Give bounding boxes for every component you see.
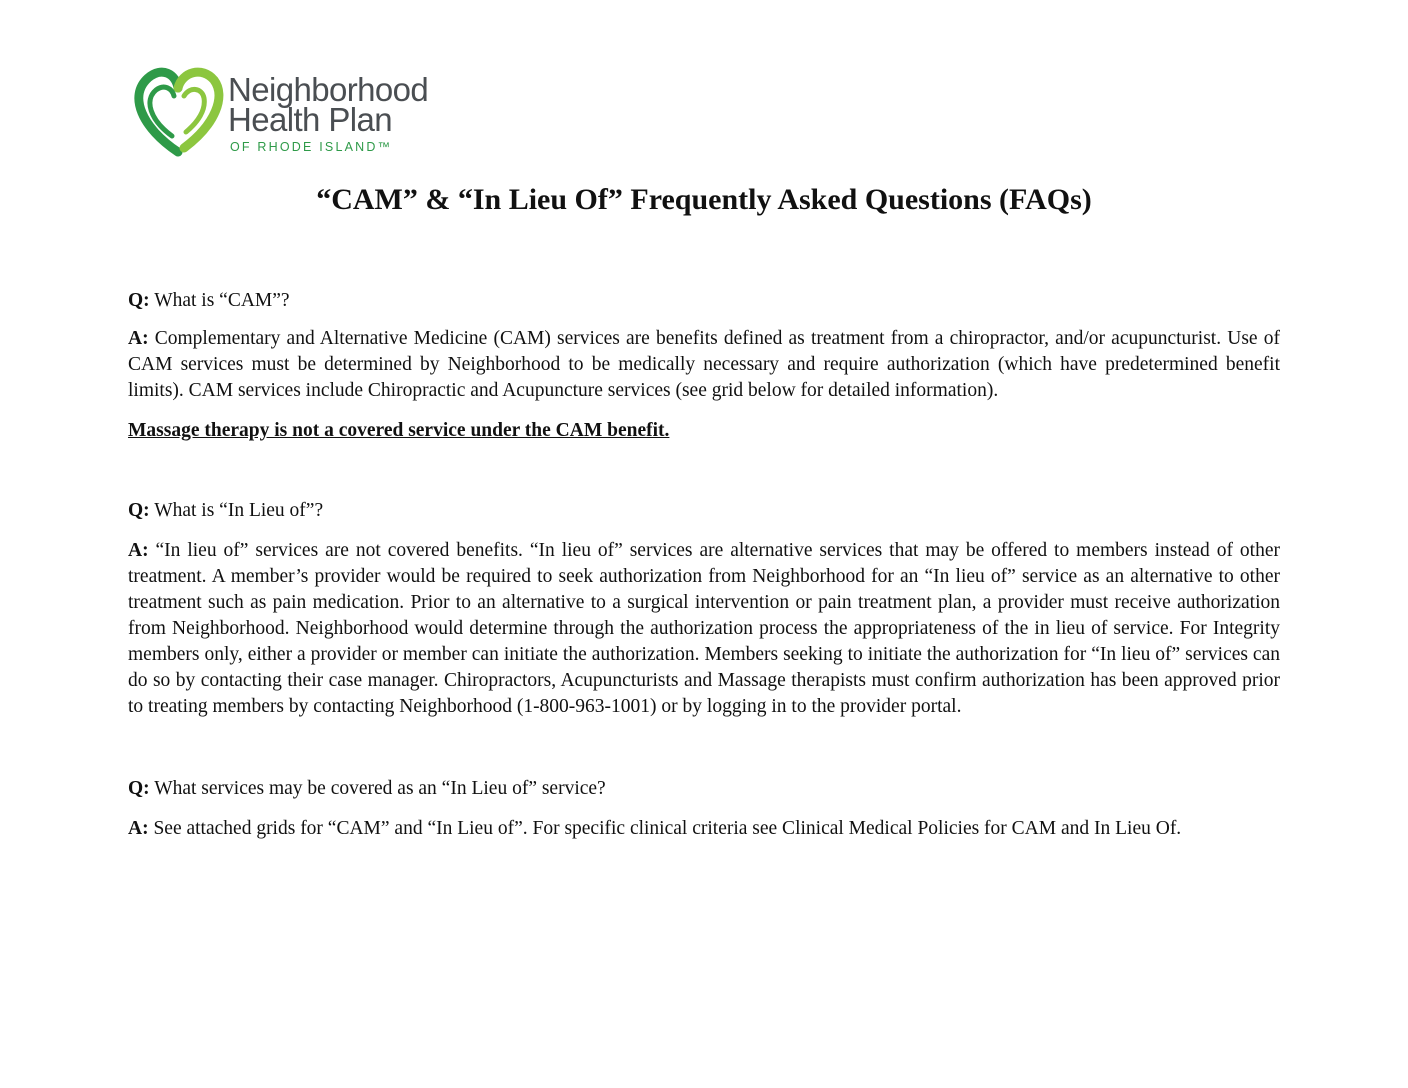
- faq-question-in-lieu-of: [128, 498, 1280, 524]
- question-label: Q:: [128, 778, 150, 799]
- faq-answer-covered-services: [128, 816, 1280, 842]
- answer-label: A:: [128, 328, 149, 349]
- faq-question-cam: [128, 288, 1280, 314]
- document-title: “CAM” & “In Lieu Of” Frequently Asked Questions (FAQs): [316, 183, 1092, 216]
- answer-label: A:: [128, 818, 149, 839]
- question-text: What services may be covered as an “In Lieu of” service?: [149, 778, 606, 799]
- question-label: Q:: [128, 290, 150, 311]
- faq-answer-in-lieu-of: [128, 538, 1280, 720]
- faq-content: [128, 288, 1280, 842]
- faq-answer-cam: [128, 326, 1280, 404]
- logo-wordmark-line3: OF RHODE ISLAND™: [230, 140, 393, 154]
- answer-text: See attached grids for “CAM” and “In Lieu of”. For specific clinical criteria see Clinical Medical Policies for CAM and In Lieu Of.: [148, 818, 1182, 839]
- heart-logo-icon: [132, 66, 224, 158]
- question-text: What is “CAM”?: [149, 290, 290, 311]
- logo-wordmark-line2: Health Plan: [228, 101, 393, 138]
- answer-text: “In lieu of” services are not covered benefits. “In lieu of” services are alternative services that may be offered to members instead of other treatment. A member’s provider would be required to seek authorization from Neighborhood for an “In lieu of” service as an alternative to other treatment such as pain medication. Prior to an alternative to a surgical intervention or pain treatment plan, a provider must receive authorization from Neighborhood. Neighborhood would determine through the authorization process the appropriateness of the in lieu of service. For Integrity members only, either a provider or member can initiate the authorization. Members seeking to initiate the authorization for “In lieu of” services can do so by contacting their case manager. Chiropractors, Acupuncturists and Massage therapists must confirm authorization has been approved prior to treating members by contacting Neighborhood (1-800-963-1001) or by logging in to the provider portal.: [128, 540, 1280, 717]
- logo-wordmark-line1: Neighborhood: [228, 71, 429, 108]
- question-text: What is “In Lieu of”?: [149, 500, 324, 521]
- massage-therapy-notice: Massage therapy is not a covered service under the CAM benefit.: [128, 420, 670, 441]
- faq-question-covered-services: [128, 776, 1280, 802]
- neighborhood-logo: [132, 66, 442, 158]
- question-label: Q:: [128, 500, 150, 521]
- answer-text: Complementary and Alternative Medicine (CAM) services are benefits defined as treatment from a chiropractor, and/or acupuncturist. Use of CAM services must be determined by Neighborhood to be medically necessary and require authorization (which have predetermined benefit limits). CAM services include Chiropractic and Acupuncture services (see grid below for detailed information).: [128, 328, 1280, 401]
- answer-label: A:: [128, 540, 149, 561]
